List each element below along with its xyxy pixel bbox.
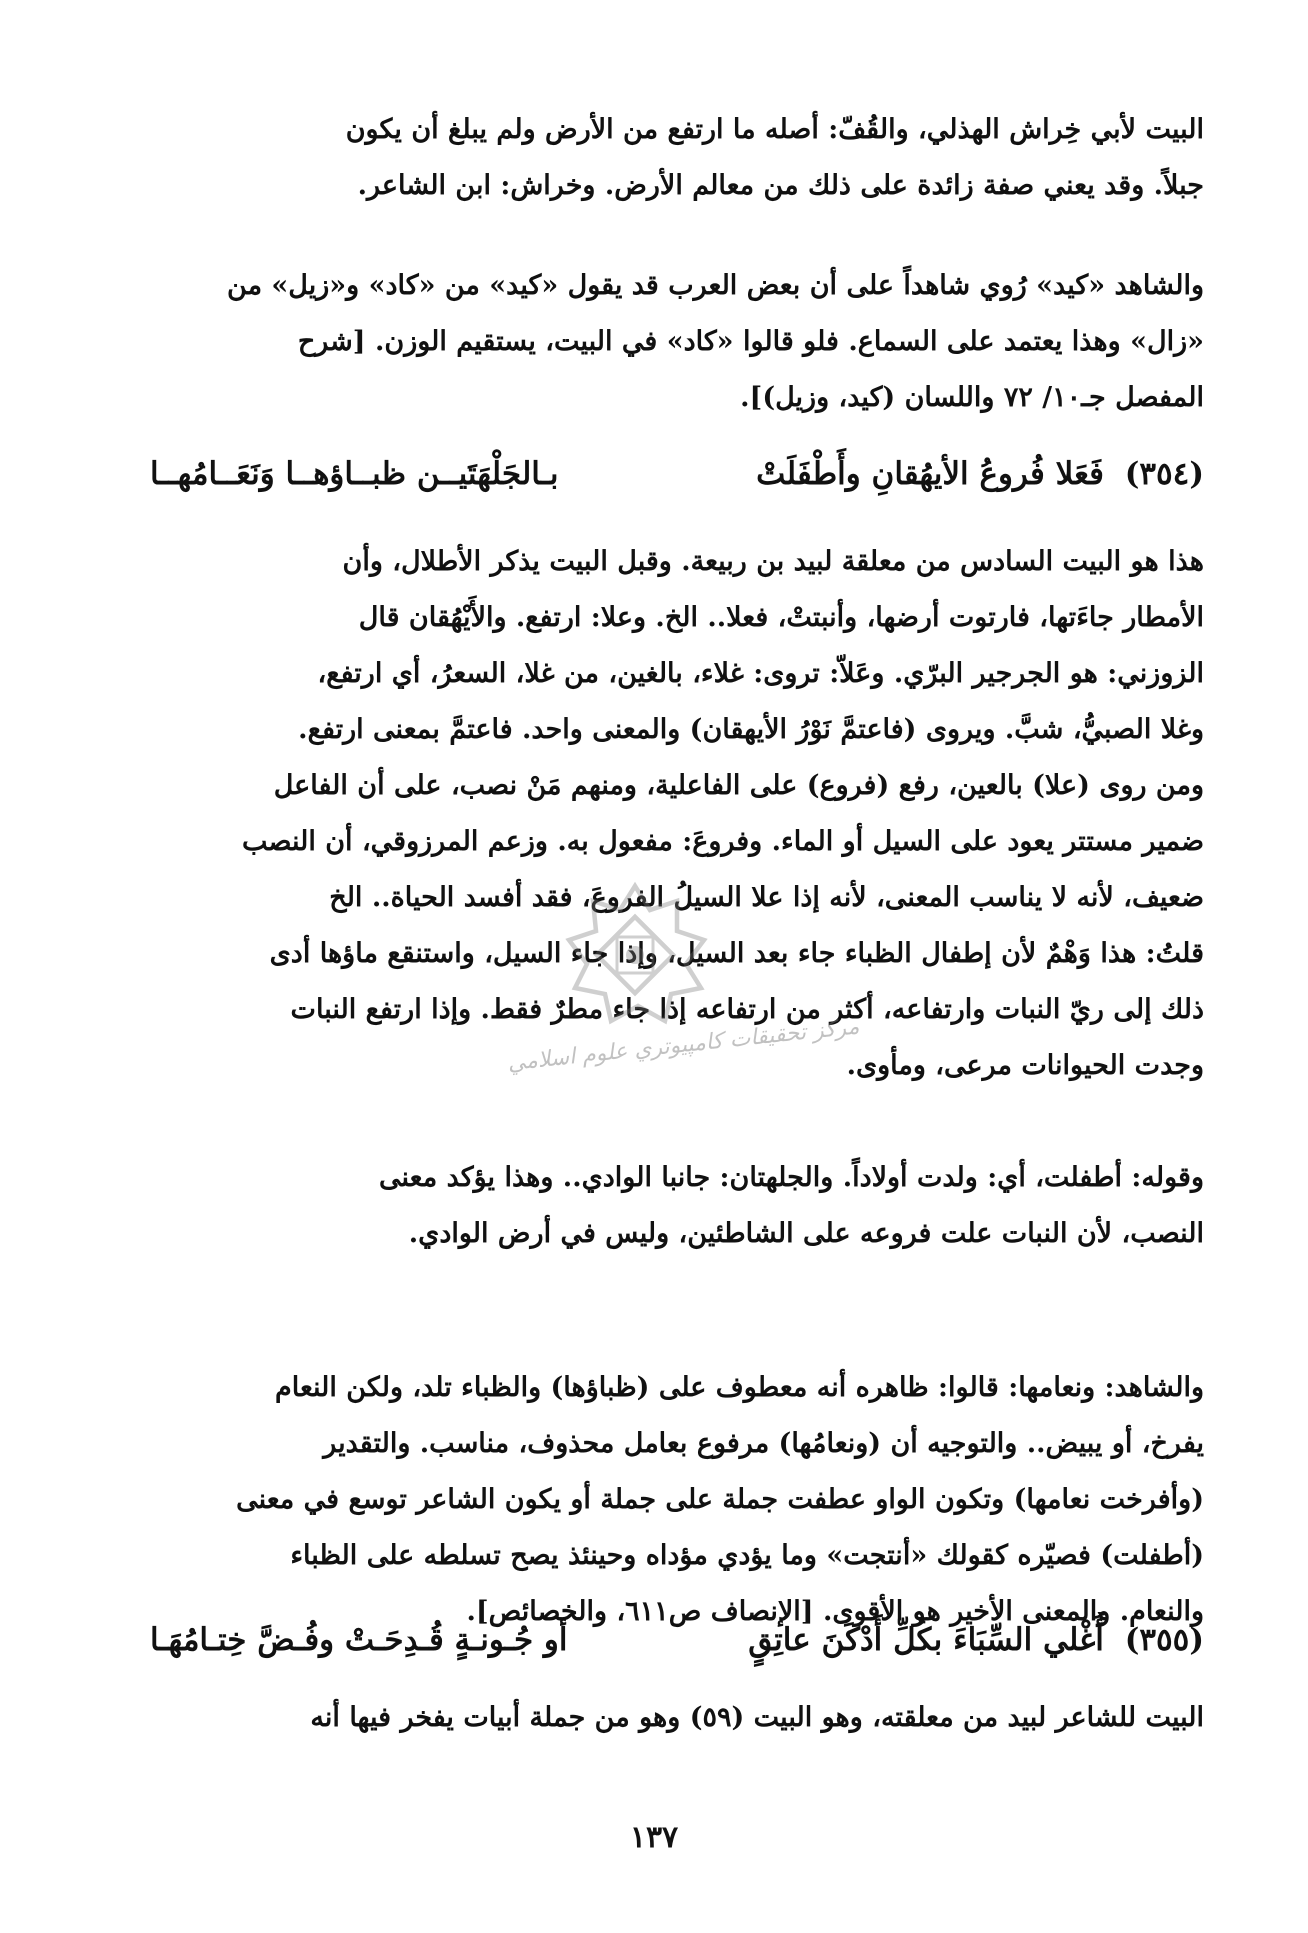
text-line: «زال» وهذا يعتمد على السماع. فلو قالوا «كاد» في البيت، يستقيم الوزن. [شرح [297,326,1204,357]
verse-number: (٣٥٤) [1124,456,1204,492]
text-line: البيت للشاعر لبيد من معلقته، وهو البيت (٥٩) وهو من جملة أبيات يفخر فيها أنه [310,1702,1204,1733]
verse-second-hemistich: بـالجَلْهَتَيــن ظبــاؤهــا وَنَعَــامُهــا [150,456,559,492]
text-line: الأمطار جاءَتها، فارتوت أرضها، وأنبتتْ، فعلا.. الخ. وعلا: ارتفع. والأَيْهُقان قال [358,602,1204,633]
text-line: جبلاً. وقد يعني صفة زائدة على ذلك من معالم الأرض. وخراش: ابن الشاعر. [357,170,1204,201]
text-line: وقوله: أطفلت، أي: ولدت أولاداً. والجلهتان: جانبا الوادي.. وهذا يؤكد معنى [379,1162,1204,1193]
text-line: ضعيف، لأنه لا يناسب المعنى، لأنه إذا علا السيلُ الفروعَ، فقد أفسد الحياة.. الخ [329,882,1204,913]
text-line: وجدت الحيوانات مرعى، ومأوى. [846,1050,1204,1081]
watermark-seal-icon [560,880,710,1030]
text-line: المفصل جـ١٠/ ٧٢ واللسان (كيد، وزيل)]. [740,382,1204,413]
text-line: الزوزني: هو الجرجير البرّي. وعَلاّ: تروى: غلاء، بالغين، من غلا، السعرُ، أي ارتفع، [317,658,1204,689]
text-line: (أطفلت) فصيّره كقولك «أنتجت» وما يؤدي مؤداه وحينئذ يصح تسلطه على الظباء [290,1540,1204,1571]
text-line: قلتُ: هذا وَهْمٌ لأن إطفال الظباء جاء بعد السيل، وإذا جاء السيل، واستنقع ماؤها أدى [269,938,1204,969]
text-line: النصب، لأن النبات علت فروعه على الشاطئين، وليس في أرض الوادي. [408,1218,1204,1249]
verse-first-hemistich: فَعَلا فُروعُ الأيهُقانِ وأَطْفَلَتْ [756,456,1104,492]
text-line: والشاهد: ونعامها: قالوا: ظاهره أنه معطوف على (ظباؤها) والظباء تلد، ولكن النعام [275,1372,1204,1403]
text-line: ومن روى (علا) بالعين، رفع (فروع) على الفاعلية، ومنهم مَنْ نصب، على أن الفاعل [273,770,1204,801]
text-line: (وأفرخت نعامها) وتكون الواو عطفت جملة على جملة أو يكون الشاعر توسع في معنى [236,1484,1204,1515]
paragraph-5 [150,1360,1204,1640]
text-line: والشاهد «كيد» رُوي شاهداً على أن بعض العرب قد يقول «كيد» من «كاد» و«زيل» من [227,270,1204,301]
paragraph-1 [150,102,1204,214]
verse-355 [150,1612,1204,1672]
text-line: ذلك إلى ريّ النبات وارتفاعه، أكثر من ارتفاعه إذا جاء مطرٌ فقط. وإذا ارتفع النبات [290,994,1204,1025]
text-line: البيت لأبي خِراش الهذلي، والقُفّ: أصله ما ارتفع من الأرض ولم يبلغ أن يكون [345,114,1204,145]
verse-second-hemistich: أو جُـونـةٍ قُـدِحَـتْ وفُـضَّ خِتـامُهَـا [150,1622,568,1658]
text-line: ضمير مستتر يعود على السيل أو الماء. وفروعَ: مفعول به. وزعم المرزوقي، أن النصب [242,826,1204,857]
verse-number: (٣٥٥) [1124,1622,1204,1658]
paragraph-4 [150,1150,1204,1262]
text-line: يفرخ، أو يبيض.. والتوجيه أن (ونعامُها) مرفوع بعامل محذوف، مناسب. والتقدير [323,1428,1204,1459]
page-number: ١٣٧ [629,1820,679,1855]
text-line: وغلا الصبيُّ، شبَّ. ويروى (فاعتمَّ نَوْرُ الأيهقان) والمعنى واحد. فاعتمَّ بمعنى ارتفع. [298,714,1204,745]
verse-354 [150,446,1204,506]
text-line: والنعام. والمعنى الأخير هو الأقوى. [الإنصاف ص٦١١، والخصائص]. [466,1596,1204,1627]
paragraph-2 [150,258,1204,426]
text-line: هذا هو البيت السادس من معلقة لبيد بن ربيعة. وقبل البيت يذكر الأطلال، وأن [342,546,1204,577]
verse-first-hemistich: أُغْلي السِّبَاءَ بكُلِّ أَدْكَنَ عاتِقٍ [748,1622,1104,1658]
watermark-text: مركز تحقيقات كامپيوتري علوم اسلامي [506,1014,861,1077]
paragraph-6 [150,1690,1204,1746]
